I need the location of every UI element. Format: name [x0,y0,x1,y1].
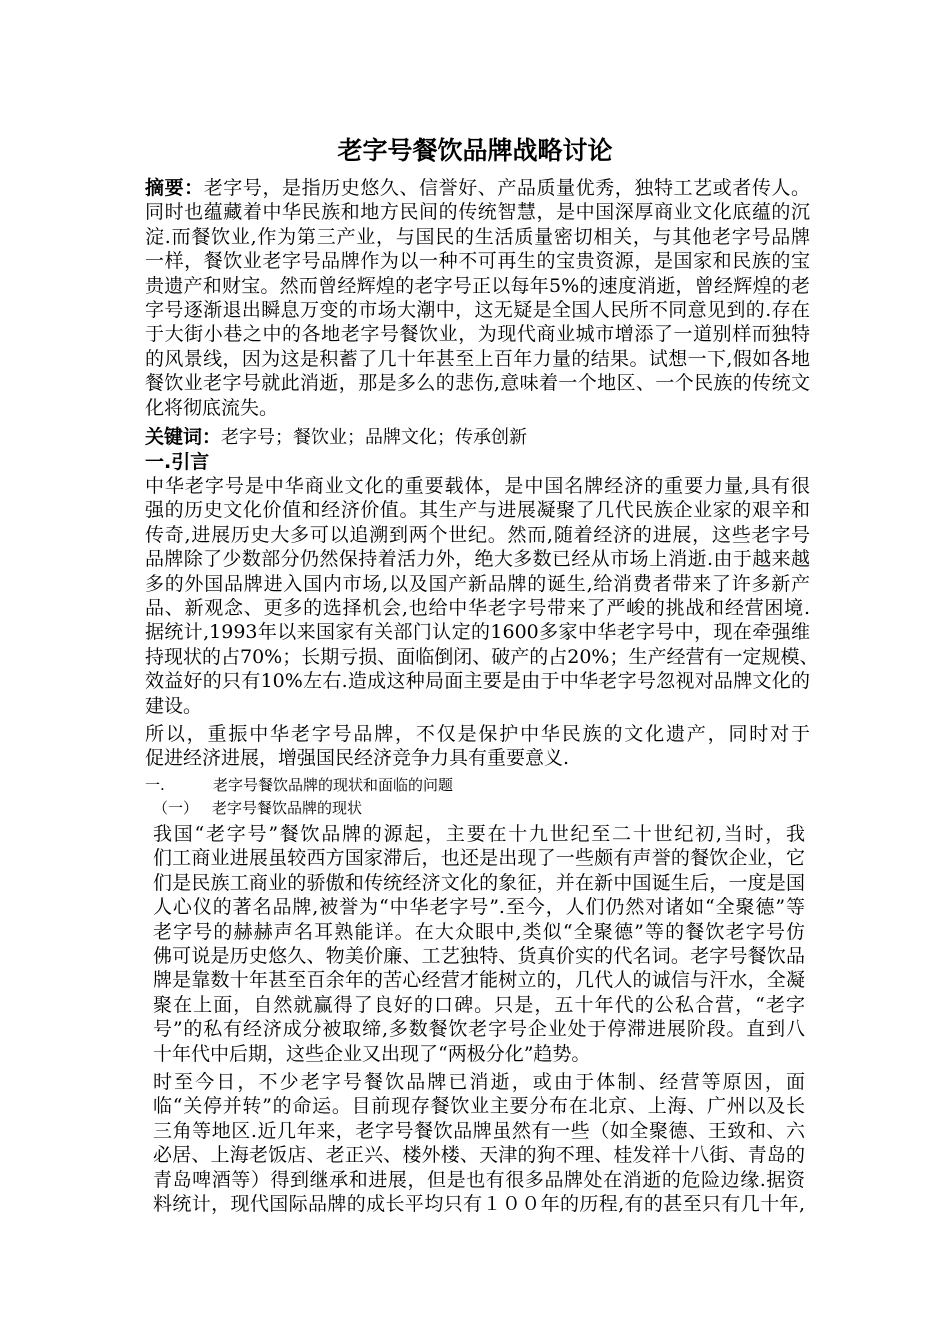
paragraph-line: 料统计，现代国际品牌的成长平均只有１００年的历程,有的甚至只有几十年, [153,1192,805,1215]
paragraph-line: 三角等地区.近几年来，老字号餐饮品牌虽然有一些（如全聚德、王致和、六 [153,1119,805,1142]
paragraph-line: 们是民族工商业的骄傲和传统经济文化的象征，并在新中国诞生后，一度是国 [153,871,805,894]
abstract-line: 的风景线，因为这是积蓄了几十年甚至上百年力量的结果。试想一下,假如各地 [145,347,810,370]
subsection-heading: 老字号餐饮品牌的现状 [212,799,363,817]
paragraph-line: 牌是靠数十年甚至百余年的苦心经营才能树立的，几代人的诚信与汗水，全凝 [153,969,805,992]
paragraph-line: 十年代中后期，这些企业又出现了“两极分化”趋势。 [153,1042,591,1065]
paragraph-line: 时至今日，不少老字号餐饮品牌已消逝，或由于体制、经营等原因，面 [153,1071,805,1093]
abstract-line: 化将彻底流失。 [145,396,279,419]
paragraph-line: 强的历史文化价值和经济价值。其生产与进展凝聚了几代民族企业家的艰辛和 [145,499,810,522]
paragraph-line: 多的外国品牌进入国内市场,以及国产新品牌的诞生,给消费者带来了许多新产 [145,572,810,595]
paragraph-line: 人心仪的著名品牌,被誉为“中华老字号”.至今，人们仍然对诸如“全聚德”等 [153,896,805,919]
keywords-text: 老字号；餐饮业；品牌文化；传承创新 [221,427,528,448]
abstract-line: 字号逐渐退出瞬息万变的市场大潮中，这无疑是全国人民所不同意见到的.存在 [145,298,810,321]
abstract-block [145,176,810,420]
document-title: 老字号餐饮品牌战略讨论 [337,136,613,165]
paragraph-line: 我国“老字号”餐饮品牌的源起，主要在十九世纪至二十世纪初,当时，我 [153,823,805,845]
intro-paragraph-1 [145,474,819,718]
status-paragraph-1 [153,822,805,1066]
paragraph-line: 临“关停并转”的命运。目前现存餐饮业主要分布在北京、上海、广州以及长 [153,1095,805,1118]
abstract-line: 同时也蕴藏着中华民族和地方民间的传统智慧，是中国深厚商业文化底蕴的沉 [145,201,810,224]
paragraph-line: 据统计,1993年以来国家有关部门认定的1600多家中华老字号中，现在牵强维 [145,621,810,644]
abstract-line: 一样，餐饮业老字号品牌作为以一种不可再生的宝贵资源，是国家和民族的宝 [145,250,810,273]
paragraph-line: 老字号的赫赫声名耳熟能详。在大众眼中,类似“全聚德”等的餐饮老字号仿 [153,920,805,943]
subsection-number: （一） [153,799,199,817]
abstract-line: 于大街小巷之中的各地老字号餐饮业，为现代商业城市增添了一道别样而独特 [145,323,810,346]
intro-paragraph-2 [145,722,810,771]
status-paragraph-2 [153,1070,805,1216]
paragraph-line: 品牌除了少数部分仍然保持着活力外，绝大多数已经从市场上消逝.由于越来越 [145,548,810,571]
paragraph-line: 促进经济进展，增强国民经济竞争力具有重要意义. [145,747,570,770]
paragraph-line: 号”的私有经济成分被取缔,多数餐饮老字号企业处于停滞进展阶段。直到八 [153,1018,805,1041]
keywords-line [145,424,527,450]
paragraph-line: 品、新观念、更多的选择机会,也给中华老字号带来了严峻的挑战和经营困境. [145,596,810,619]
paragraph-line: 效益好的只有10%左右.造成这种局面主要是由于中华老字号忽视对品牌文化的 [145,670,810,693]
paragraph-line: 们工商业进展虽较西方国家滞后，也还是出现了一些颇有声誉的餐饮企业，它 [153,847,805,870]
intro-heading: 一.引言 [145,451,210,473]
section-heading: 老字号餐饮品牌的现状和面临的问题 [213,776,454,794]
paragraph-line: 佛可说是历史悠久、物美价廉、工艺独特、货真价实的代名词。老字号餐饮品 [153,944,805,967]
abstract-line: 摘要：老字号，是指历史悠久、信誉好、产品质量优秀，独特工艺或者传人。 [145,177,810,199]
paragraph-line: 中华老字号是中华商业文化的重要载体，是中国名牌经济的重要力量,具有很 [145,475,810,497]
abstract-line: 淀.而餐饮业,作为第三产业，与国民的生活质量密切相关，与其他老字号品牌 [145,225,810,248]
paragraph-line: 聚在上面，自然就赢得了良好的口碑。只是，五十年代的公私合营，“老字 [153,993,805,1016]
paragraph-line: 青岛啤酒等）得到继承和进展，但是也有很多品牌处在消逝的危险边缘.据资 [153,1168,805,1191]
paragraph-line: 传奇,进展历史大多可以追溯到两个世纪。然而,随着经济的进展，这些老字号 [145,523,810,546]
keywords-label: 关键词： [145,426,222,448]
paragraph-line: 建设。 [145,694,203,717]
section-number: 一. [145,776,165,794]
abstract-line: 餐饮业老字号就此消逝，那是多么的悲伤,意味着一个地区、一个民族的传统文 [145,372,810,395]
abstract-line: 贵遗产和财宝。然而曾经辉煌的老字号正以每年5%的速度消逝，曾经辉煌的老 [145,274,810,297]
paragraph-line: 持现状的占70%；长期亏损、面临倒闭、破产的占20%；生产经营有一定规模、 [145,645,819,668]
paragraph-line: 必居、上海老饭店、老正兴、楼外楼、天津的狗不理、桂发祥十八街、青岛的 [153,1144,805,1167]
abstract-label: 摘要： [145,177,204,199]
paragraph-line: 所以，重振中华老字号品牌，不仅是保护中华民族的文化遗产，同时对于 [145,723,810,745]
